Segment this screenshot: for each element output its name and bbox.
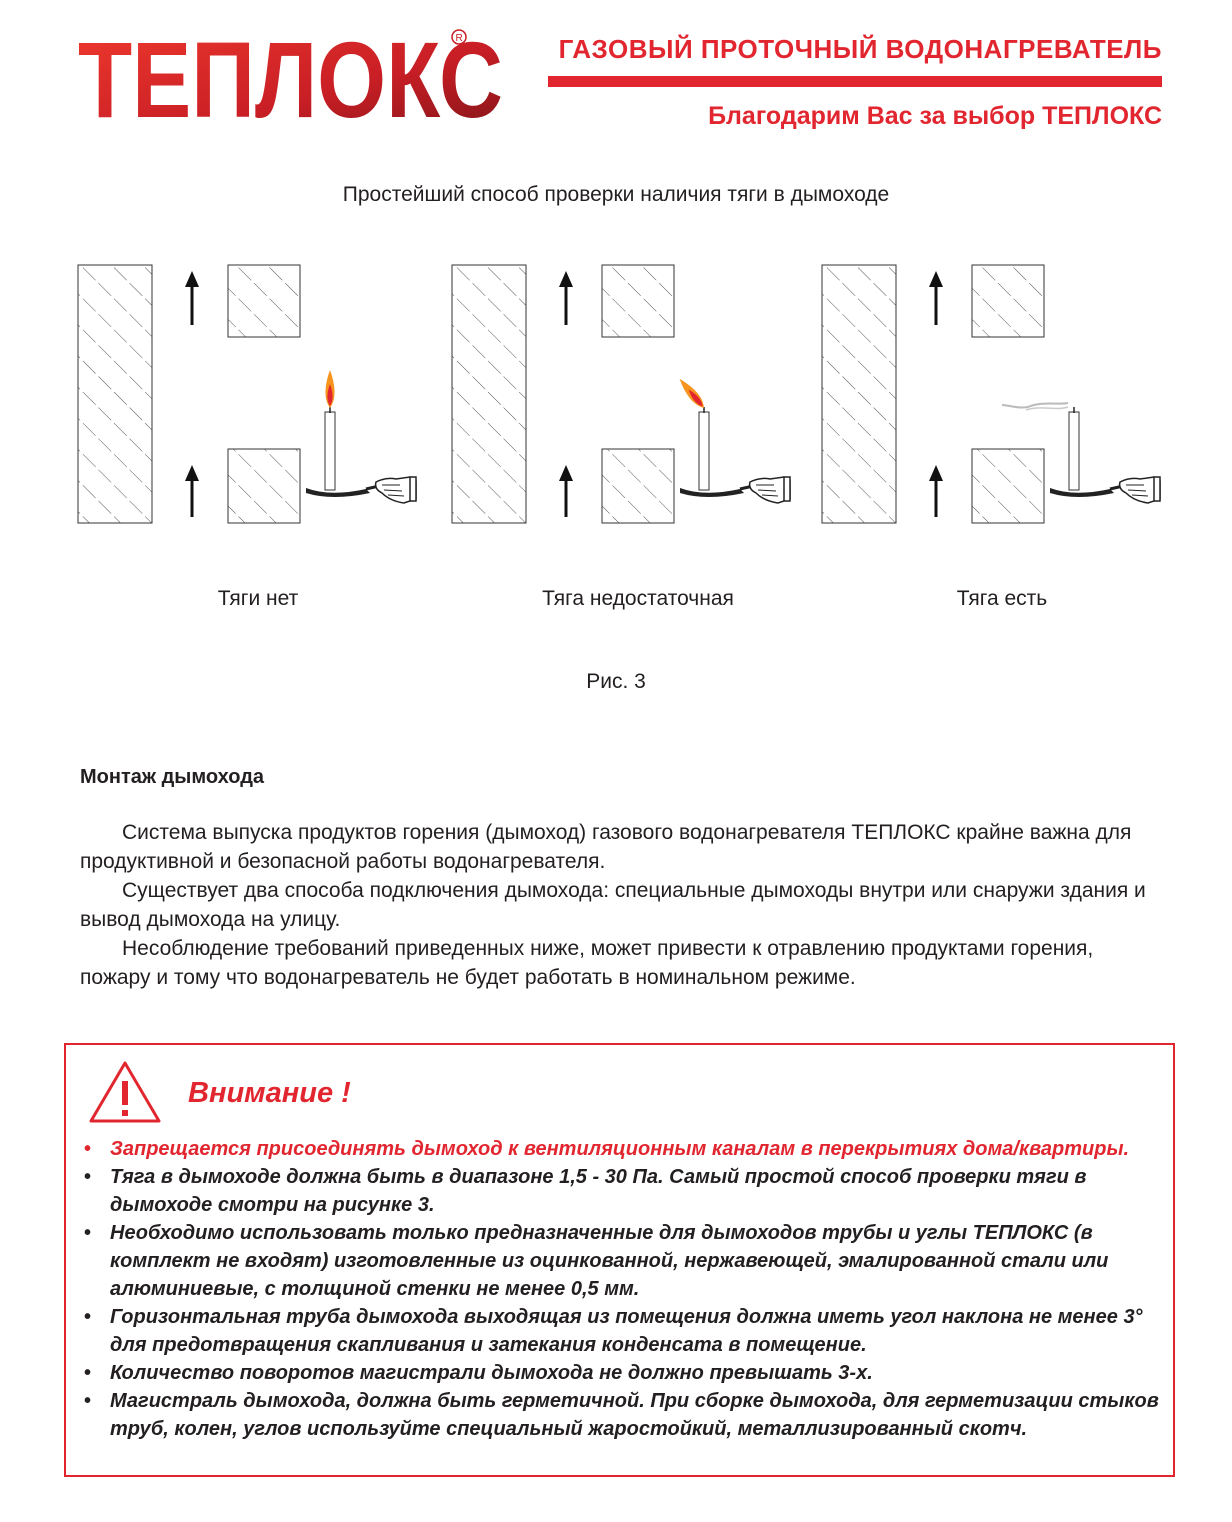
svg-text:ТЕПЛОКС: ТЕПЛОКС bbox=[78, 22, 503, 132]
scene-weak-draft bbox=[452, 265, 790, 523]
label-no-draft: Тяги нет bbox=[217, 587, 299, 610]
warning-item: • Необходимо использовать только предназначенные для дымоходов трубы и углы ТЕПЛОКС (в комплект не входят) изготовленные из оцинкованной, нержавеющей, эмалированной стали или алюминиевые, с толщиной стенки не менее 0,5 мм. bbox=[80, 1219, 1170, 1303]
scene-no-draft bbox=[78, 265, 416, 523]
warning-triangle-icon bbox=[88, 1059, 162, 1125]
label-weak-draft: Тяга недостаточная bbox=[542, 587, 734, 610]
figure-caption: Простейший способ проверки наличия тяги в дымоходе bbox=[342, 183, 890, 206]
paragraph: Существует два способа подключения дымохода: специальные дымоходы внутри или снаружи здания и вывод дымохода на улицу. bbox=[80, 879, 1146, 931]
section-title: Монтаж дымохода bbox=[80, 766, 265, 788]
label-good-draft: Тяга есть bbox=[956, 587, 1048, 610]
thanks-text: Благодарим Вас за выбор ТЕПЛОКС bbox=[708, 102, 1162, 130]
svg-text:R: R bbox=[455, 33, 463, 44]
header-divider bbox=[548, 76, 1162, 87]
teplox-logo bbox=[78, 22, 528, 132]
scene-good-draft bbox=[822, 265, 1160, 523]
paragraph: Несоблюдение требований приведенных ниже, может привести к отравлению продуктами горения, пожару и тому что водонагреватель не будет работать в номинальном режиме. bbox=[80, 937, 1094, 989]
paragraph: Система выпуска продуктов горения (дымоход) газового водонагревателя ТЕПЛОКС крайне важна для продуктивной и безопасной работы водонагревателя. bbox=[80, 821, 1132, 873]
warning-item: • Горизонтальная труба дымохода выходящая из помещения должна иметь угол наклона не менее 3° для предотвращения скапливания и затекания конденсата в помещение. bbox=[80, 1303, 1170, 1359]
warning-title: Внимание ! bbox=[188, 1077, 351, 1109]
warning-item: • Количество поворотов магистрали дымохода не должно превышать 3-х. bbox=[80, 1359, 1170, 1387]
chimney-draft-figure bbox=[70, 255, 1170, 545]
warning-item: • Магистраль дымохода, должна быть герметичной. При сборке дымохода, для герметизации стыков труб, колен, углов используйте специальный жаростойкий, металлизированный скотч. bbox=[80, 1387, 1170, 1443]
warning-list bbox=[80, 1135, 1170, 1443]
warning-box bbox=[64, 1043, 1175, 1477]
warning-item: • Запрещается присоединять дымоход к вентиляционным каналам в перекрытиях дома/квартиры. bbox=[80, 1135, 1170, 1163]
document-title: ГАЗОВЫЙ ПРОТОЧНЫЙ ВОДОНАГРЕВАТЕЛЬ bbox=[558, 34, 1162, 64]
figure-number: Рис. 3 bbox=[586, 670, 646, 693]
warning-item: • Тяга в дымоходе должна быть в диапазоне 1,5 - 30 Па. Самый простой способ проверки тяги в дымоходе смотри на рисунке 3. bbox=[80, 1163, 1170, 1219]
